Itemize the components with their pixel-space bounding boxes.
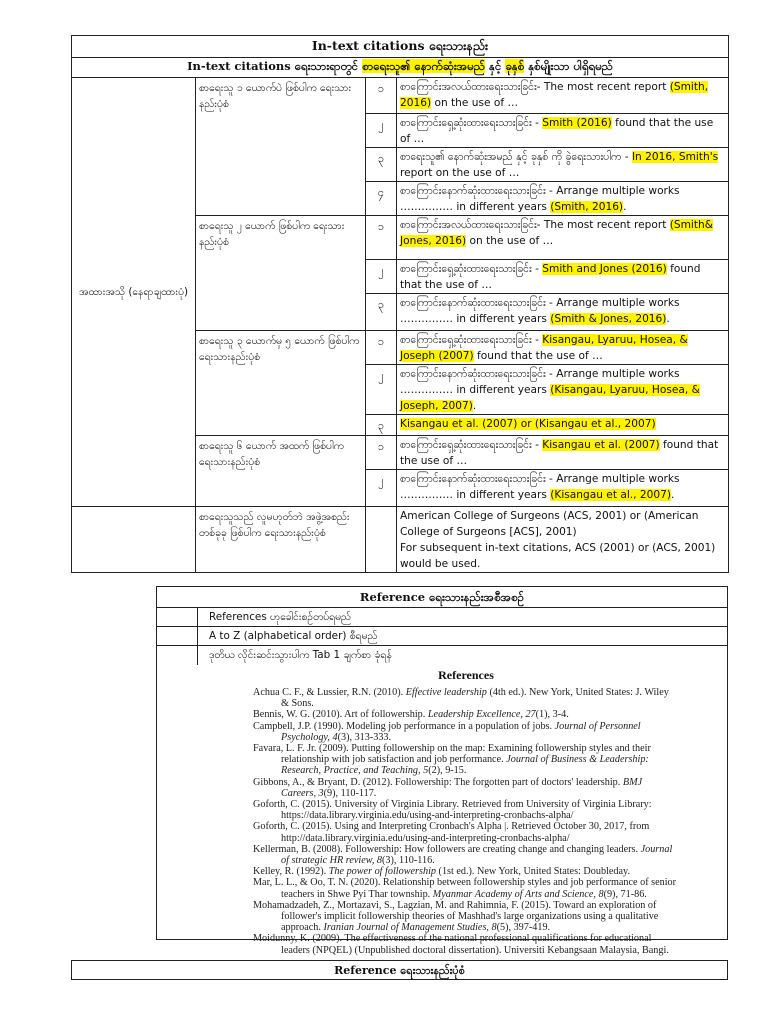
reference-entry-source: Myanmar Academy of Arts and Science, 8 [432, 888, 604, 900]
author-count-label: စာရေးသူသည် လူမဟုတ်ဘဲ အဖွဲ့အစည်း တစ်ခုခု ဖြစ်ပါက ရေးသားနည်းပုံစံ [196, 507, 366, 573]
reference-entry-source: Journal of Personnel Psychology, 4 [281, 720, 641, 743]
citation-text: found that the use of … [400, 117, 714, 145]
citation-example [397, 365, 729, 415]
reference-entry-text: Mar, L. L., & Oo, T. N. (2020). Relationship between followership styles and job performance of senior teachers in Shwe Pyi Thar township. [253, 877, 677, 900]
citations-table [71, 35, 729, 573]
reference-entry [253, 821, 679, 843]
citation-example [397, 507, 729, 573]
reference-sample-image [253, 665, 679, 956]
citations-subtitle [72, 58, 729, 78]
row-number: ၂ [366, 114, 397, 148]
reference-entry [253, 877, 679, 899]
citation-row [72, 507, 729, 573]
citation-highlight: Kisangau, Lyaruu, Hosea, & Joseph (2007) [400, 334, 688, 362]
citation-text: on the use of … [466, 235, 554, 247]
citation-highlight: (Smith, 2016) [550, 201, 624, 213]
reference-entry-source: Journal of Business & Leadership: Research, Practice, and Teaching, 5 [281, 754, 649, 777]
citation-text: စာကြောင်းနောက်ဆုံးထားရေးသားခြင်း - Arrange multiple works …………… in different years [400, 297, 680, 325]
reference-box [156, 586, 728, 956]
reference-entry [253, 709, 679, 720]
reference-entry-text: Goforth, C. (2015). University of Virginia Library. Retrieved from University of Virginia Library: https://data.library.virginia.edu/using-and-interpreting-cronbachs-alpha/ [253, 799, 652, 822]
reference-entry-text: Goforth, C. (2015). Using and Interpreting Cronbach's Alpha |. Retrieved October 30, 2017, from http://data.library.virginia.edu/using-and-interpreting-cronbachs-alpha/ [253, 821, 650, 844]
citation-text: စာကြောင်းအလယ်ထားရေးသားခြင်း- The most recent report [400, 219, 670, 231]
row-number: ၃ [366, 415, 397, 436]
row-number: ၁ [366, 331, 397, 365]
subtitle-suffix: နှစ်မျိုးသာ ပါရှိရမည် [524, 59, 613, 73]
citation-text: စာကြောင်းရှေ့ဆုံးထားရေးသားခြင်း - [400, 439, 543, 451]
reference-entry-text: Mohamadzadeh, Z., Mortazavi, S., Lagzian, M. and Rahimnia, F. (2015). Toward an exploration of follower's implicit followership theories of Mashhad's large organizations using a qualitative approach. [253, 899, 659, 934]
citation-example [397, 436, 729, 470]
reference-entry [253, 799, 679, 821]
row-number: ၂ [366, 260, 397, 294]
subtitle-highlight-year: ခုနှစ် [505, 59, 525, 73]
reference-entry-text: Achua C. F., & Lussier, R.N. (2010). [253, 687, 406, 698]
subtitle-prefix: In-text citations ရေးသားရာတွင် [187, 59, 363, 73]
reference-entry-text: Moidunny, K. (2009). The effectiveness of the national professional qualifications for educational leaders (NPQEL) (Unpublished doctoral dissertation). Universiti Kebangsaan Malaysia, Bangi. [253, 933, 669, 956]
row-number: ၁ [366, 216, 397, 260]
citation-text: စာကြောင်းနောက်ဆုံးထားရေးသားခြင်း - Arrange multiple works …………… in different years [400, 473, 680, 501]
citation-text: စာကြောင်းရှေ့ဆုံးထားရေးသားခြင်း - [400, 263, 543, 275]
reference-entry-text: (4th ed.). New York, United States: J. Wiley & Sons. [281, 687, 669, 710]
citation-text: American College of Surgeons (ACS, 2001) or (American College of Surgeons [ACS], 2001) For subsequent in-text citations, ACS (2001) or (ACS, 2001) would be used. [400, 510, 716, 570]
reference-entry-source: BMJ Careers, 3 [281, 776, 643, 799]
reference-entry-text: (2), 9-15. [428, 765, 467, 777]
row-number: ၄ [366, 182, 397, 216]
citation-highlight: (Smith & Jones, 2016) [550, 313, 667, 325]
row-number: ၁ [366, 78, 397, 114]
citation-text: report on the use of … [400, 167, 520, 179]
citation-highlight: In 2016, Smith's [631, 151, 719, 163]
reference-entry [253, 687, 679, 709]
reference-entry-source: Effective leadership [405, 687, 487, 698]
subtitle-middle: နှင့် [485, 59, 506, 73]
reference-entry [253, 900, 679, 934]
citation-text: စာကြောင်းနောက်ဆုံးထားရေးသားခြင်း - Arrange multiple works …………… in different years [400, 368, 680, 396]
row-number: ၁ [366, 436, 397, 470]
reference-rule-item: A to Z (alphabetical order) စီရမည် [157, 627, 727, 646]
citation-example [397, 114, 729, 148]
reference-entry-text: (3), 313-333. [337, 731, 392, 743]
citation-text: found that the use of … [400, 439, 719, 467]
reference-entry-text: (1st ed.). New York, United States: Doubleday. [436, 866, 631, 878]
reference-entry [253, 777, 679, 799]
citation-text: . [670, 489, 675, 501]
citation-example [397, 415, 729, 436]
citation-example [397, 216, 729, 260]
citation-highlight: Kisangau et al. (2007) [542, 439, 660, 451]
subtitle-highlight-author: စာရေးသူ၏ နောက်ဆုံးအမည် [362, 59, 485, 73]
citation-text: စာကြောင်းနောက်ဆုံးထားရေးသားခြင်း - Arrange multiple works …………… in different years [400, 185, 680, 213]
row-number: ၃ [366, 148, 397, 182]
citation-highlight: (Kisangau, Lyaruu, Hosea, & Joseph, 2007) [400, 384, 700, 412]
reference-entry [253, 933, 679, 955]
row-number: ၃ [366, 294, 397, 331]
reference-entry [253, 844, 679, 866]
citation-text: စာရေးသူ၏ နောက်ဆုံးအမည် နှင့် ခုနှစ် ကို ခွဲရေးသားပါက - [400, 151, 632, 163]
author-count-label: စာရေးသူ ၃ ယောက်မှ ၅ ယောက် ဖြစ်ပါက ရေးသားနည်းပုံစံ [196, 331, 366, 436]
citations-section [71, 35, 729, 573]
reference-rule-item: References ဟုခေါင်းစဉ်တပ်ရမည် [157, 608, 727, 627]
citation-highlight: Smith (2016) [542, 117, 612, 129]
row-number [366, 507, 397, 573]
author-count-label: စာရေးသူ ၁ ယောက်ပဲ ဖြစ်ပါက ရေးသားနည်းပုံစံ [196, 78, 366, 216]
citation-example [397, 260, 729, 294]
reference-sample-heading: References [438, 668, 494, 682]
citation-text: found that the use of … [473, 350, 603, 362]
reference-box-left-rule [197, 607, 198, 665]
reference-rule-item: ဒုတိယ လိုင်းဆင်းသွားပါက Tab 1 ချက်စာ ခုံရန် [209, 649, 392, 661]
reference-entry-text: (9), 110-117. [323, 787, 377, 799]
citation-text: found that the use of … [400, 263, 701, 291]
reference-entry [253, 721, 679, 743]
reference-entry-text: Favara, L. F. Jr. (2009). Putting followership on the map: Examining followership styles and their relationship with job satisfaction and job performance. [253, 743, 651, 766]
reference-entry [253, 743, 679, 777]
reference-entry-source: The power of followership [328, 866, 436, 878]
citation-text: စာကြောင်းရှေ့ဆုံးထားရေးသားခြင်း - [400, 334, 543, 346]
citation-example [397, 78, 729, 114]
citation-example [397, 470, 729, 507]
citation-highlight: (Kisangau et al., 2007) [550, 489, 671, 501]
reference-entry-text: Campbell, J.P. (1990). Modeling job performance in a population of jobs. [253, 720, 555, 732]
citation-highlight: Kisangau et al. (2007) or (Kisangau et al., 2007) [400, 418, 656, 430]
reference-entry-text: Bennis, W. G. (2010). Art of followership. [253, 709, 428, 721]
reference-format-box: Reference ရေးသားနည်းပုံစံ [71, 960, 728, 980]
citation-text: စာကြောင်းအလယ်ထားရေးသားခြင်း- The most recent report [400, 81, 670, 93]
row-number: ၂ [366, 470, 397, 507]
reference-entry-text: (1), 3-4. [535, 709, 569, 721]
author-count-label: စာရေးသူ ၂ ယောက် ဖြစ်ပါက ရေးသားနည်းပုံစံ [196, 216, 366, 331]
reference-rules-list [157, 608, 727, 665]
citation-text: . [472, 400, 477, 412]
reference-entry-text: Kellerman, B. (2008). Followership: How followers are creating change and changing leaders. [253, 843, 641, 855]
citation-highlight: (Smith, 2016) [400, 81, 709, 109]
citation-example [397, 182, 729, 216]
citation-text: . [666, 313, 670, 325]
reference-entry-text: (3), 110-116. [382, 855, 435, 867]
reference-entry-source: Iranian Journal of Management Studies, 8 [323, 922, 497, 934]
reference-entry-source: Leadership Excellence, 27 [427, 709, 536, 721]
citation-example [397, 331, 729, 365]
reference-entry [253, 866, 679, 877]
reference-entry-text: (5), 397-419. [496, 922, 551, 934]
citation-text: on the use of … [431, 97, 519, 109]
reference-box-title: Reference ရေးသားနည်းအစီအစဉ် [157, 587, 727, 608]
empty-cell [72, 507, 196, 573]
author-count-label: စာရေးသူ ၆ ယောက် အထက် ဖြစ်ပါက ရေးသားနည်းပုံစံ [196, 436, 366, 507]
citation-example [397, 294, 729, 331]
citation-highlight: Smith and Jones (2016) [542, 263, 667, 275]
reference-entry-source: Journal of strategic HR review, 8 [281, 843, 673, 867]
citation-highlight: (Smith& Jones, 2016) [400, 219, 713, 247]
row-number: ၂ [366, 365, 397, 415]
reference-entry-text: (9), 71-86. [603, 888, 647, 900]
citation-row [72, 78, 729, 114]
layout-label: အထားအသို (နေရာချထားပုံ) [72, 78, 196, 507]
citation-text: . [623, 201, 627, 213]
citation-example [397, 148, 729, 182]
citation-text: စာကြောင်းရှေ့ဆုံးထားရေးသားခြင်း - [400, 117, 543, 129]
reference-sample-entries [253, 687, 679, 956]
reference-entry-text: Gibbons, A., & Bryant, D. (2012). Followership: The forgotten part of doctors' leadership. [253, 776, 623, 788]
reference-entry-text: Kelley, R. (1992). [253, 866, 329, 878]
citations-title: In-text citations ရေးသားနည်း [72, 36, 729, 58]
